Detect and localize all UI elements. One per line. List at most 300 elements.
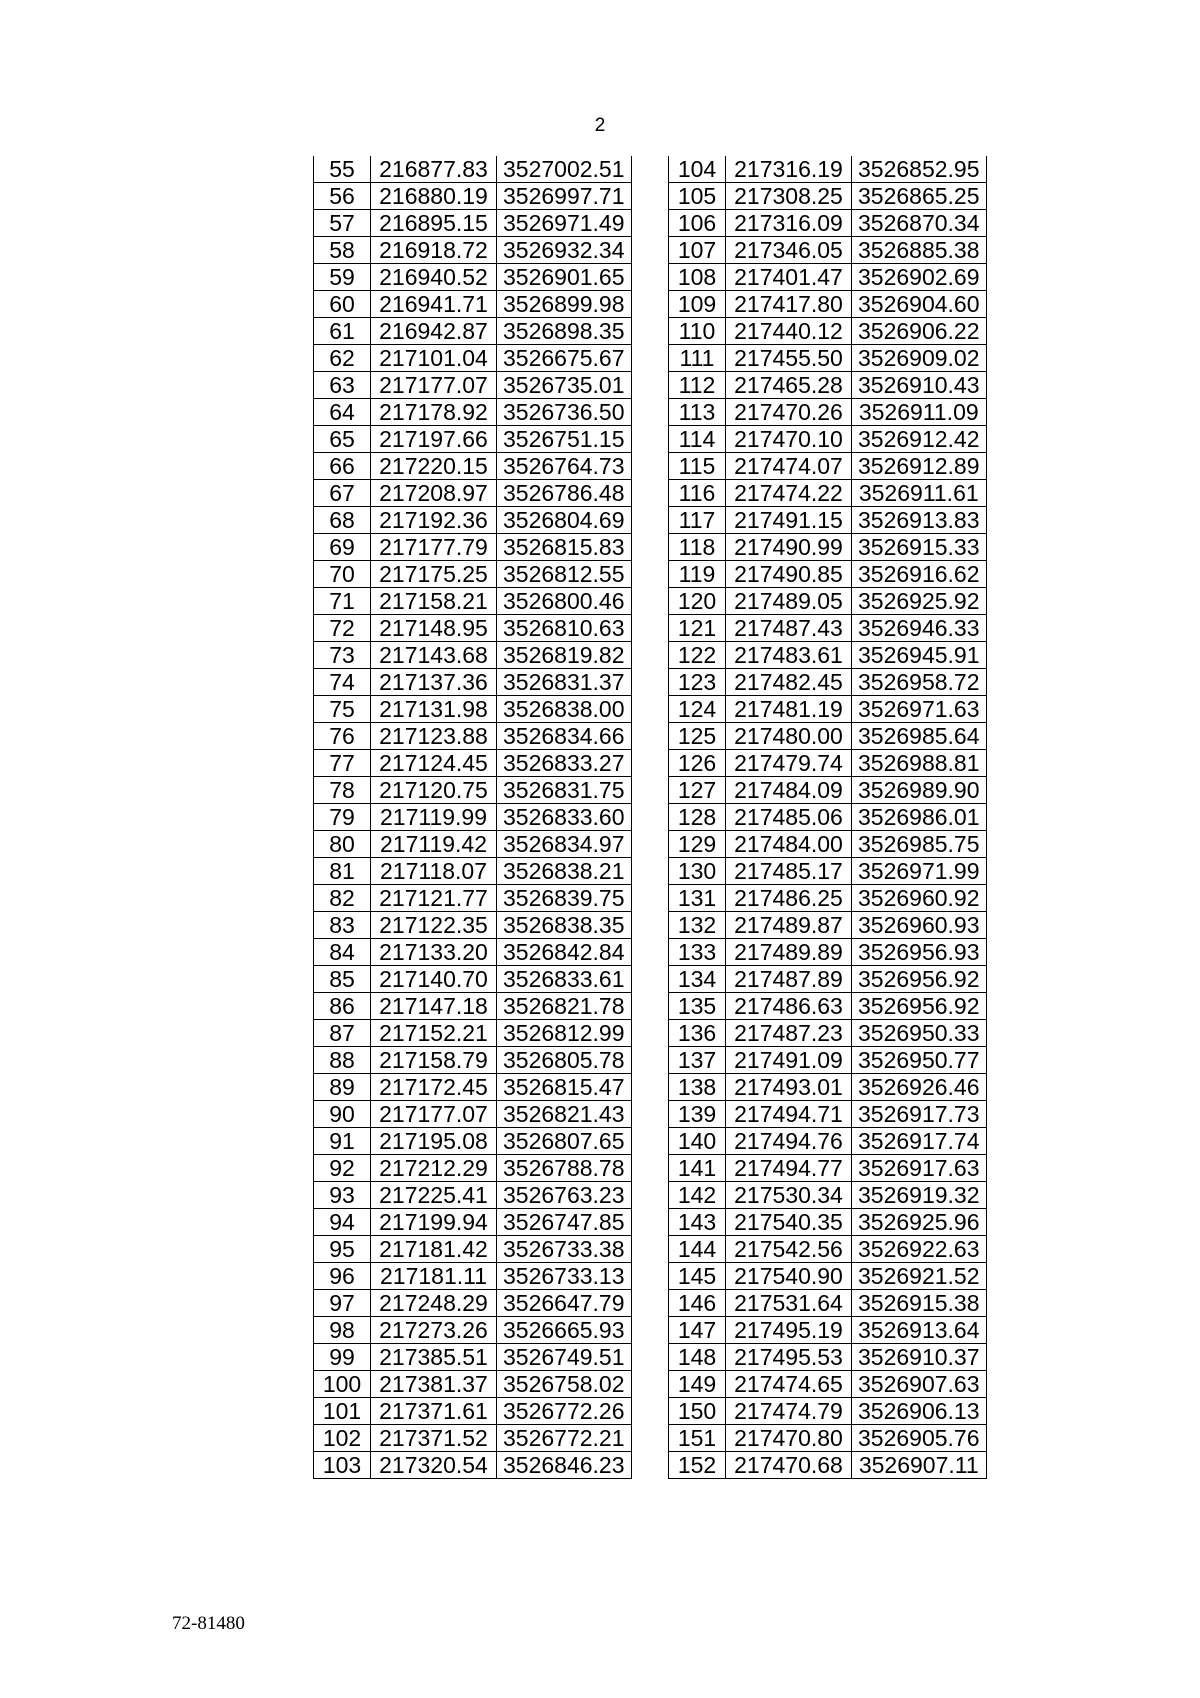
table-row xyxy=(669,264,987,291)
y-coordinate-cell: 3526904.60 xyxy=(852,291,987,318)
y-coordinate-cell: 3526772.26 xyxy=(497,1398,632,1425)
table-row xyxy=(669,453,987,480)
y-coordinate-cell: 3526956.92 xyxy=(852,993,987,1020)
table-row xyxy=(314,561,632,588)
table-row xyxy=(314,804,632,831)
point-number-cell: 94 xyxy=(314,1209,371,1236)
x-coordinate-cell: 217465.28 xyxy=(726,372,852,399)
y-coordinate-cell: 3526763.23 xyxy=(497,1182,632,1209)
y-coordinate-cell: 3526922.63 xyxy=(852,1236,987,1263)
table-row xyxy=(669,1317,987,1344)
x-coordinate-cell: 217381.37 xyxy=(371,1371,497,1398)
x-coordinate-cell: 217484.09 xyxy=(726,777,852,804)
y-coordinate-cell: 3526917.63 xyxy=(852,1155,987,1182)
y-coordinate-cell: 3526958.72 xyxy=(852,669,987,696)
point-number-cell: 141 xyxy=(669,1155,726,1182)
table-row xyxy=(314,1155,632,1182)
y-coordinate-cell: 3526647.79 xyxy=(497,1290,632,1317)
x-coordinate-cell: 217133.20 xyxy=(371,939,497,966)
x-coordinate-cell: 217147.18 xyxy=(371,993,497,1020)
table-row xyxy=(314,1371,632,1398)
y-coordinate-cell: 3526917.74 xyxy=(852,1128,987,1155)
x-coordinate-cell: 217479.74 xyxy=(726,750,852,777)
y-coordinate-cell: 3526971.49 xyxy=(497,210,632,237)
x-coordinate-cell: 217158.79 xyxy=(371,1047,497,1074)
point-number-cell: 128 xyxy=(669,804,726,831)
table-row xyxy=(669,966,987,993)
point-number-cell: 151 xyxy=(669,1425,726,1452)
x-coordinate-cell: 217489.87 xyxy=(726,912,852,939)
x-coordinate-cell: 217531.64 xyxy=(726,1290,852,1317)
table-row xyxy=(314,669,632,696)
x-coordinate-cell: 217178.92 xyxy=(371,399,497,426)
table-row xyxy=(669,534,987,561)
point-number-cell: 122 xyxy=(669,642,726,669)
y-coordinate-cell: 3526901.65 xyxy=(497,264,632,291)
point-number-cell: 132 xyxy=(669,912,726,939)
x-coordinate-cell: 217371.52 xyxy=(371,1425,497,1452)
point-number-cell: 124 xyxy=(669,696,726,723)
x-coordinate-cell: 217172.45 xyxy=(371,1074,497,1101)
y-coordinate-cell: 3526910.37 xyxy=(852,1344,987,1371)
table-row xyxy=(669,156,987,183)
table-row xyxy=(314,1452,632,1479)
x-coordinate-cell: 217177.79 xyxy=(371,534,497,561)
point-number-cell: 150 xyxy=(669,1398,726,1425)
point-number-cell: 61 xyxy=(314,318,371,345)
y-coordinate-cell: 3526751.15 xyxy=(497,426,632,453)
point-number-cell: 74 xyxy=(314,669,371,696)
point-number-cell: 60 xyxy=(314,291,371,318)
x-coordinate-cell: 217181.42 xyxy=(371,1236,497,1263)
x-coordinate-cell: 217308.25 xyxy=(726,183,852,210)
x-coordinate-cell: 217120.75 xyxy=(371,777,497,804)
table-row xyxy=(669,1128,987,1155)
y-coordinate-cell: 3526846.23 xyxy=(497,1452,632,1479)
y-coordinate-cell: 3526838.21 xyxy=(497,858,632,885)
point-number-cell: 80 xyxy=(314,831,371,858)
x-coordinate-cell: 217540.90 xyxy=(726,1263,852,1290)
point-number-cell: 135 xyxy=(669,993,726,1020)
y-coordinate-cell: 3526839.75 xyxy=(497,885,632,912)
point-number-cell: 86 xyxy=(314,993,371,1020)
point-number-cell: 110 xyxy=(669,318,726,345)
point-number-cell: 140 xyxy=(669,1128,726,1155)
y-coordinate-cell: 3526986.01 xyxy=(852,804,987,831)
y-coordinate-cell: 3526833.60 xyxy=(497,804,632,831)
table-row xyxy=(669,1371,987,1398)
point-number-cell: 58 xyxy=(314,237,371,264)
y-coordinate-cell: 3526870.34 xyxy=(852,210,987,237)
point-number-cell: 67 xyxy=(314,480,371,507)
table-row xyxy=(314,1074,632,1101)
y-coordinate-cell: 3526985.64 xyxy=(852,723,987,750)
table-row xyxy=(314,1290,632,1317)
y-coordinate-cell: 3526912.89 xyxy=(852,453,987,480)
table-row xyxy=(669,696,987,723)
table-row xyxy=(669,858,987,885)
point-number-cell: 93 xyxy=(314,1182,371,1209)
table-row xyxy=(314,507,632,534)
point-number-cell: 73 xyxy=(314,642,371,669)
x-coordinate-cell: 217140.70 xyxy=(371,966,497,993)
y-coordinate-cell: 3526675.67 xyxy=(497,345,632,372)
table-row xyxy=(669,885,987,912)
y-coordinate-cell: 3526932.34 xyxy=(497,237,632,264)
table-row xyxy=(314,966,632,993)
y-coordinate-cell: 3526911.09 xyxy=(852,399,987,426)
point-number-cell: 112 xyxy=(669,372,726,399)
x-coordinate-cell: 217417.80 xyxy=(726,291,852,318)
point-number-cell: 149 xyxy=(669,1371,726,1398)
table-row xyxy=(314,777,632,804)
table-row xyxy=(669,1020,987,1047)
table-row xyxy=(669,318,987,345)
point-number-cell: 68 xyxy=(314,507,371,534)
table-row xyxy=(314,939,632,966)
x-coordinate-cell: 217248.29 xyxy=(371,1290,497,1317)
y-coordinate-cell: 3526838.00 xyxy=(497,696,632,723)
document-code: 72-81480 xyxy=(172,1613,245,1634)
x-coordinate-cell: 217122.35 xyxy=(371,912,497,939)
y-coordinate-cell: 3526764.73 xyxy=(497,453,632,480)
table-row xyxy=(669,1209,987,1236)
y-coordinate-cell: 3526838.35 xyxy=(497,912,632,939)
y-coordinate-cell: 3526821.78 xyxy=(497,993,632,1020)
table-row xyxy=(314,1047,632,1074)
y-coordinate-cell: 3526833.27 xyxy=(497,750,632,777)
y-coordinate-cell: 3526917.73 xyxy=(852,1101,987,1128)
x-coordinate-cell: 217482.45 xyxy=(726,669,852,696)
x-coordinate-cell: 217316.19 xyxy=(726,156,852,183)
table-row xyxy=(314,453,632,480)
point-number-cell: 101 xyxy=(314,1398,371,1425)
table-row xyxy=(669,1155,987,1182)
table-row xyxy=(669,1290,987,1317)
table-row xyxy=(314,210,632,237)
table-row xyxy=(314,858,632,885)
table-row xyxy=(314,1398,632,1425)
point-number-cell: 129 xyxy=(669,831,726,858)
x-coordinate-cell: 217208.97 xyxy=(371,480,497,507)
y-coordinate-cell: 3526807.65 xyxy=(497,1128,632,1155)
table-row xyxy=(669,912,987,939)
x-coordinate-cell: 217485.06 xyxy=(726,804,852,831)
point-number-cell: 97 xyxy=(314,1290,371,1317)
y-coordinate-cell: 3526665.93 xyxy=(497,1317,632,1344)
table-row xyxy=(314,615,632,642)
x-coordinate-cell: 217385.51 xyxy=(371,1344,497,1371)
table-row xyxy=(314,1128,632,1155)
y-coordinate-cell: 3526842.84 xyxy=(497,939,632,966)
table-row xyxy=(669,237,987,264)
coordinates-table-right xyxy=(668,156,987,1479)
x-coordinate-cell: 217273.26 xyxy=(371,1317,497,1344)
y-coordinate-cell: 3526786.48 xyxy=(497,480,632,507)
point-number-cell: 137 xyxy=(669,1047,726,1074)
x-coordinate-cell: 217542.56 xyxy=(726,1236,852,1263)
y-coordinate-cell: 3526805.78 xyxy=(497,1047,632,1074)
y-coordinate-cell: 3526747.85 xyxy=(497,1209,632,1236)
point-number-cell: 139 xyxy=(669,1101,726,1128)
point-number-cell: 82 xyxy=(314,885,371,912)
point-number-cell: 125 xyxy=(669,723,726,750)
x-coordinate-cell: 217490.85 xyxy=(726,561,852,588)
point-number-cell: 120 xyxy=(669,588,726,615)
y-coordinate-cell: 3526950.77 xyxy=(852,1047,987,1074)
y-coordinate-cell: 3526815.47 xyxy=(497,1074,632,1101)
y-coordinate-cell: 3526925.96 xyxy=(852,1209,987,1236)
y-coordinate-cell: 3526985.75 xyxy=(852,831,987,858)
table-row xyxy=(669,1101,987,1128)
y-coordinate-cell: 3526899.98 xyxy=(497,291,632,318)
x-coordinate-cell: 217137.36 xyxy=(371,669,497,696)
y-coordinate-cell: 3526971.63 xyxy=(852,696,987,723)
table-row xyxy=(669,669,987,696)
x-coordinate-cell: 217495.19 xyxy=(726,1317,852,1344)
table-row xyxy=(669,588,987,615)
point-number-cell: 64 xyxy=(314,399,371,426)
x-coordinate-cell: 217175.25 xyxy=(371,561,497,588)
y-coordinate-cell: 3526912.42 xyxy=(852,426,987,453)
y-coordinate-cell: 3526907.11 xyxy=(852,1452,987,1479)
y-coordinate-cell: 3526971.99 xyxy=(852,858,987,885)
table-row xyxy=(314,723,632,750)
point-number-cell: 87 xyxy=(314,1020,371,1047)
page-number: 2 xyxy=(594,115,606,136)
y-coordinate-cell: 3526885.38 xyxy=(852,237,987,264)
table-row xyxy=(314,156,632,183)
table-row xyxy=(314,426,632,453)
point-number-cell: 146 xyxy=(669,1290,726,1317)
table-row xyxy=(314,1101,632,1128)
x-coordinate-cell: 217199.94 xyxy=(371,1209,497,1236)
table-row xyxy=(669,1425,987,1452)
x-coordinate-cell: 217212.29 xyxy=(371,1155,497,1182)
table-row xyxy=(314,318,632,345)
x-coordinate-cell: 217470.26 xyxy=(726,399,852,426)
x-coordinate-cell: 217195.08 xyxy=(371,1128,497,1155)
point-number-cell: 113 xyxy=(669,399,726,426)
table-row xyxy=(669,939,987,966)
table-row xyxy=(314,750,632,777)
x-coordinate-cell: 217494.76 xyxy=(726,1128,852,1155)
table-row xyxy=(669,642,987,669)
point-number-cell: 130 xyxy=(669,858,726,885)
x-coordinate-cell: 217495.53 xyxy=(726,1344,852,1371)
y-coordinate-cell: 3526812.99 xyxy=(497,1020,632,1047)
table-row xyxy=(669,399,987,426)
point-number-cell: 106 xyxy=(669,210,726,237)
point-number-cell: 100 xyxy=(314,1371,371,1398)
table-row xyxy=(669,291,987,318)
table-row xyxy=(314,1425,632,1452)
point-number-cell: 81 xyxy=(314,858,371,885)
x-coordinate-cell: 217493.01 xyxy=(726,1074,852,1101)
table-row xyxy=(669,210,987,237)
x-coordinate-cell: 217470.68 xyxy=(726,1452,852,1479)
table-row xyxy=(669,1452,987,1479)
x-coordinate-cell: 217371.61 xyxy=(371,1398,497,1425)
x-coordinate-cell: 217177.07 xyxy=(371,372,497,399)
x-coordinate-cell: 217491.15 xyxy=(726,507,852,534)
x-coordinate-cell: 217474.07 xyxy=(726,453,852,480)
table-row xyxy=(314,831,632,858)
point-number-cell: 134 xyxy=(669,966,726,993)
x-coordinate-cell: 217101.04 xyxy=(371,345,497,372)
y-coordinate-cell: 3526946.33 xyxy=(852,615,987,642)
table-row xyxy=(669,426,987,453)
table-row xyxy=(669,1263,987,1290)
point-number-cell: 91 xyxy=(314,1128,371,1155)
table-row xyxy=(669,183,987,210)
point-number-cell: 76 xyxy=(314,723,371,750)
x-coordinate-cell: 217486.25 xyxy=(726,885,852,912)
point-number-cell: 127 xyxy=(669,777,726,804)
y-coordinate-cell: 3526788.78 xyxy=(497,1155,632,1182)
x-coordinate-cell: 217158.21 xyxy=(371,588,497,615)
point-number-cell: 126 xyxy=(669,750,726,777)
table-row xyxy=(669,561,987,588)
point-number-cell: 117 xyxy=(669,507,726,534)
x-coordinate-cell: 217487.43 xyxy=(726,615,852,642)
x-coordinate-cell: 217484.00 xyxy=(726,831,852,858)
x-coordinate-cell: 217530.34 xyxy=(726,1182,852,1209)
point-number-cell: 62 xyxy=(314,345,371,372)
point-number-cell: 84 xyxy=(314,939,371,966)
y-coordinate-cell: 3527002.51 xyxy=(497,156,632,183)
table-row xyxy=(669,345,987,372)
x-coordinate-cell: 217121.77 xyxy=(371,885,497,912)
x-coordinate-cell: 217181.11 xyxy=(371,1263,497,1290)
x-coordinate-cell: 216941.71 xyxy=(371,291,497,318)
point-number-cell: 104 xyxy=(669,156,726,183)
y-coordinate-cell: 3526910.43 xyxy=(852,372,987,399)
y-coordinate-cell: 3526898.35 xyxy=(497,318,632,345)
y-coordinate-cell: 3526916.62 xyxy=(852,561,987,588)
table-row xyxy=(669,1074,987,1101)
point-number-cell: 144 xyxy=(669,1236,726,1263)
x-coordinate-cell: 217474.22 xyxy=(726,480,852,507)
x-coordinate-cell: 216895.15 xyxy=(371,210,497,237)
y-coordinate-cell: 3526926.46 xyxy=(852,1074,987,1101)
x-coordinate-cell: 217152.21 xyxy=(371,1020,497,1047)
y-coordinate-cell: 3526735.01 xyxy=(497,372,632,399)
y-coordinate-cell: 3526907.63 xyxy=(852,1371,987,1398)
y-coordinate-cell: 3526906.22 xyxy=(852,318,987,345)
point-number-cell: 69 xyxy=(314,534,371,561)
y-coordinate-cell: 3526989.90 xyxy=(852,777,987,804)
y-coordinate-cell: 3526909.02 xyxy=(852,345,987,372)
y-coordinate-cell: 3526733.13 xyxy=(497,1263,632,1290)
table-row xyxy=(314,642,632,669)
x-coordinate-cell: 217346.05 xyxy=(726,237,852,264)
point-number-cell: 89 xyxy=(314,1074,371,1101)
y-coordinate-cell: 3526749.51 xyxy=(497,1344,632,1371)
y-coordinate-cell: 3526812.55 xyxy=(497,561,632,588)
table-row xyxy=(314,1263,632,1290)
x-coordinate-cell: 217494.71 xyxy=(726,1101,852,1128)
table-row xyxy=(669,804,987,831)
x-coordinate-cell: 217143.68 xyxy=(371,642,497,669)
point-number-cell: 79 xyxy=(314,804,371,831)
table-row xyxy=(669,777,987,804)
x-coordinate-cell: 217487.23 xyxy=(726,1020,852,1047)
x-coordinate-cell: 217401.47 xyxy=(726,264,852,291)
x-coordinate-cell: 217220.15 xyxy=(371,453,497,480)
y-coordinate-cell: 3526950.33 xyxy=(852,1020,987,1047)
point-number-cell: 143 xyxy=(669,1209,726,1236)
y-coordinate-cell: 3526956.93 xyxy=(852,939,987,966)
point-number-cell: 99 xyxy=(314,1344,371,1371)
point-number-cell: 88 xyxy=(314,1047,371,1074)
point-number-cell: 142 xyxy=(669,1182,726,1209)
table-row xyxy=(669,831,987,858)
table-row xyxy=(669,507,987,534)
x-coordinate-cell: 217490.99 xyxy=(726,534,852,561)
x-coordinate-cell: 217131.98 xyxy=(371,696,497,723)
x-coordinate-cell: 217124.45 xyxy=(371,750,497,777)
table-row xyxy=(314,1236,632,1263)
point-number-cell: 66 xyxy=(314,453,371,480)
x-coordinate-cell: 217320.54 xyxy=(371,1452,497,1479)
table-row xyxy=(669,1236,987,1263)
x-coordinate-cell: 217148.95 xyxy=(371,615,497,642)
table-row xyxy=(314,534,632,561)
point-number-cell: 90 xyxy=(314,1101,371,1128)
table-row xyxy=(314,264,632,291)
x-coordinate-cell: 217118.07 xyxy=(371,858,497,885)
point-number-cell: 115 xyxy=(669,453,726,480)
y-coordinate-cell: 3526915.38 xyxy=(852,1290,987,1317)
table-row xyxy=(314,696,632,723)
y-coordinate-cell: 3526758.02 xyxy=(497,1371,632,1398)
y-coordinate-cell: 3526834.97 xyxy=(497,831,632,858)
point-number-cell: 116 xyxy=(669,480,726,507)
table-row xyxy=(314,372,632,399)
y-coordinate-cell: 3526988.81 xyxy=(852,750,987,777)
point-number-cell: 121 xyxy=(669,615,726,642)
x-coordinate-cell: 217540.35 xyxy=(726,1209,852,1236)
y-coordinate-cell: 3526997.71 xyxy=(497,183,632,210)
y-coordinate-cell: 3526902.69 xyxy=(852,264,987,291)
x-coordinate-cell: 217119.99 xyxy=(371,804,497,831)
y-coordinate-cell: 3526834.66 xyxy=(497,723,632,750)
point-number-cell: 85 xyxy=(314,966,371,993)
y-coordinate-cell: 3526736.50 xyxy=(497,399,632,426)
x-coordinate-cell: 217474.65 xyxy=(726,1371,852,1398)
y-coordinate-cell: 3526865.25 xyxy=(852,183,987,210)
table-row xyxy=(314,1317,632,1344)
x-coordinate-cell: 217470.80 xyxy=(726,1425,852,1452)
y-coordinate-cell: 3526921.52 xyxy=(852,1263,987,1290)
table-row xyxy=(314,399,632,426)
point-number-cell: 123 xyxy=(669,669,726,696)
x-coordinate-cell: 217489.05 xyxy=(726,588,852,615)
y-coordinate-cell: 3526833.61 xyxy=(497,966,632,993)
y-coordinate-cell: 3526919.32 xyxy=(852,1182,987,1209)
point-number-cell: 103 xyxy=(314,1452,371,1479)
x-coordinate-cell: 217483.61 xyxy=(726,642,852,669)
y-coordinate-cell: 3526815.83 xyxy=(497,534,632,561)
x-coordinate-cell: 216940.52 xyxy=(371,264,497,291)
x-coordinate-cell: 217440.12 xyxy=(726,318,852,345)
point-number-cell: 148 xyxy=(669,1344,726,1371)
y-coordinate-cell: 3526911.61 xyxy=(852,480,987,507)
table-row xyxy=(314,588,632,615)
x-coordinate-cell: 217491.09 xyxy=(726,1047,852,1074)
x-coordinate-cell: 217316.09 xyxy=(726,210,852,237)
